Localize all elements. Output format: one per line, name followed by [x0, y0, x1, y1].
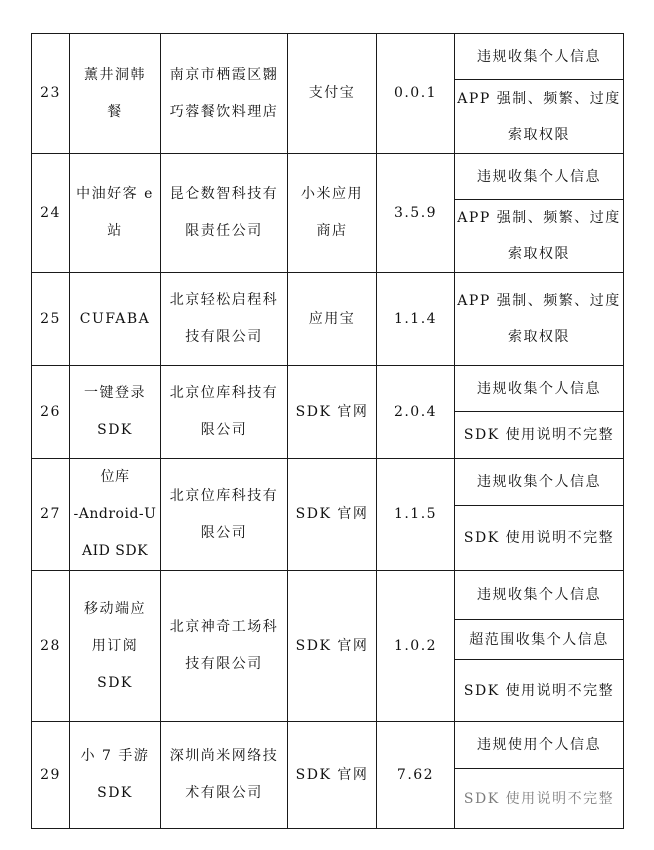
- cell-store: SDK 官网: [288, 571, 377, 722]
- cell-issue: APP 强制、频繁、过度 索取权限: [455, 80, 624, 154]
- cell-issue: 违规使用个人信息: [455, 722, 624, 769]
- table-row: [32, 722, 624, 769]
- cell-number: 28: [32, 571, 70, 722]
- cell-app-name: 位库 -Android-U AID SDK: [70, 459, 161, 571]
- cell-store: 应用宝: [288, 273, 377, 366]
- cell-issue: 违规收集个人信息: [455, 154, 624, 200]
- cell-number: 26: [32, 366, 70, 459]
- cell-number: 27: [32, 459, 70, 571]
- cell-developer: 北京位库科技有 限公司: [161, 366, 288, 459]
- cell-store: 小米应用 商店: [288, 154, 377, 273]
- cell-app-name: 小 7 手游 SDK: [70, 722, 161, 829]
- cell-issue: 违规收集个人信息: [455, 366, 624, 412]
- cell-version: 3.5.9: [377, 154, 455, 273]
- cell-app-name: 移动端应 用订阅 SDK: [70, 571, 161, 722]
- cell-version: 1.1.4: [377, 273, 455, 366]
- app-violations-table: [31, 33, 624, 829]
- cell-number: 29: [32, 722, 70, 829]
- cell-version: 1.1.5: [377, 459, 455, 571]
- cell-developer: 南京市栖霞区翾 巧蓉餐饮料理店: [161, 34, 288, 154]
- cell-issue: 违规收集个人信息: [455, 459, 624, 506]
- cell-store: 支付宝: [288, 34, 377, 154]
- cell-issue: 超范围收集个人信息: [455, 620, 624, 660]
- cell-developer: 昆仑数智科技有 限责任公司: [161, 154, 288, 273]
- cell-issue: APP 强制、频繁、过度 索取权限: [455, 273, 624, 366]
- cell-number: 24: [32, 154, 70, 273]
- cell-version: 2.0.4: [377, 366, 455, 459]
- cell-version: 7.62: [377, 722, 455, 829]
- table-row: [32, 366, 624, 412]
- cell-issue: 违规收集个人信息: [455, 34, 624, 80]
- cell-issue: SDK 使用说明不完整: [455, 769, 624, 829]
- cell-issue: APP 强制、频繁、过度 索取权限: [455, 200, 624, 273]
- cell-developer: 北京位库科技有 限公司: [161, 459, 288, 571]
- cell-store: SDK 官网: [288, 722, 377, 829]
- cell-store: SDK 官网: [288, 366, 377, 459]
- table-row: [32, 34, 624, 80]
- cell-app-name: 薰井洞韩 餐: [70, 34, 161, 154]
- table-row: [32, 571, 624, 620]
- table-row: [32, 459, 624, 506]
- cell-store: SDK 官网: [288, 459, 377, 571]
- cell-app-name: 一键登录 SDK: [70, 366, 161, 459]
- cell-developer: 深圳尚米网络技 术有限公司: [161, 722, 288, 829]
- cell-number: 23: [32, 34, 70, 154]
- cell-issue: SDK 使用说明不完整: [455, 660, 624, 722]
- cell-app-name: 中油好客 e 站: [70, 154, 161, 273]
- cell-issue: SDK 使用说明不完整: [455, 412, 624, 459]
- cell-issue: SDK 使用说明不完整: [455, 506, 624, 571]
- table-row: [32, 154, 624, 200]
- cell-developer: 北京轻松启程科 技有限公司: [161, 273, 288, 366]
- cell-developer: 北京神奇工场科 技有限公司: [161, 571, 288, 722]
- cell-version: 0.0.1: [377, 34, 455, 154]
- cell-version: 1.0.2: [377, 571, 455, 722]
- cell-app-name: CUFABA: [70, 273, 161, 366]
- cell-issue: 违规收集个人信息: [455, 571, 624, 620]
- cell-number: 25: [32, 273, 70, 366]
- table-row: [32, 273, 624, 366]
